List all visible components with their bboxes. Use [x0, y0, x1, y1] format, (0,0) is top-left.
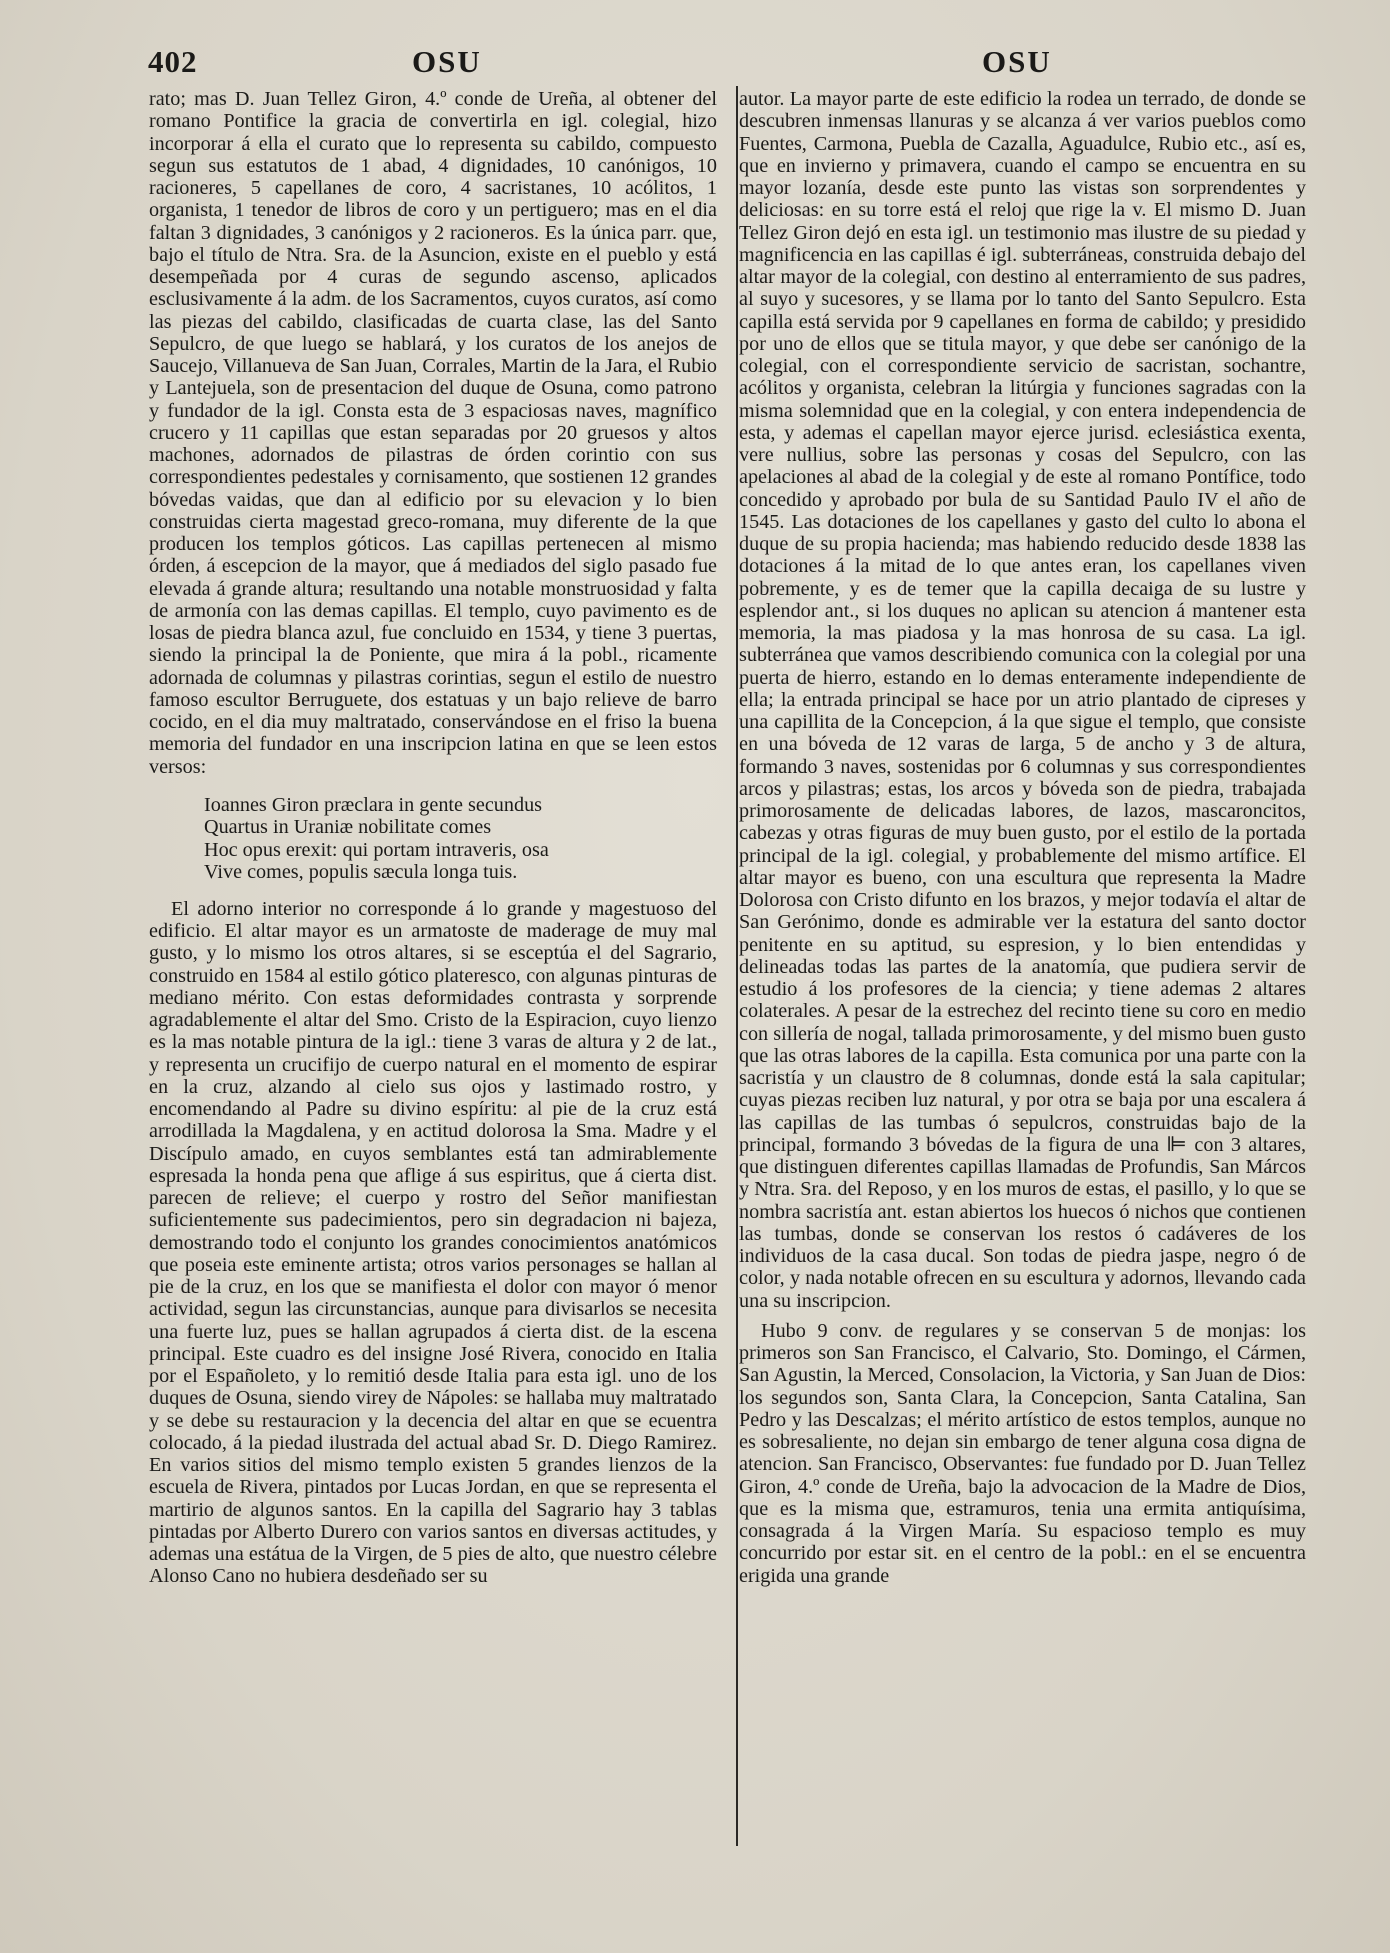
page-header [0, 44, 1390, 84]
paragraph: El adorno interior no corresponde á lo grande y magestuoso del edificio. El altar mayor es un armatoste de maderage de muy mal gusto, y lo mismo los otros altares, si se esceptúa el del Sagrario, construido en 1584 al estilo gótico plateresco, con algunas pinturas de mediano mérito. Con estas deformidades contrasta y sorprende agradablemente el altar del Smo. Cristo de la Espiracion, cuyo lienzo es la mas notable pintura de la igl.: tiene 3 varas de altura y 2 de lat., y representa un crucifijo de cuerpo natural en el momento de espirar en la cruz, alzando al cielo sus ojos y lastimado rostro, y encomendando al Padre su divino espíritu: al pie de la cruz está arrodillada la Magdalena, y en actitud dolorosa la Sma. Madre y el Discípulo amado, en cuyos semblantes está tan admirablemente espresada la honda pena que aflige á sus espiritus, que á cierta dist. parecen de relieve; el cuerpo y rostro del Señor manifiestan suficientemente sus padecimientos, pero sin degradacion ni bajeza, demostrando todo el conjunto los grandes conocimientos anatómicos que poseia este eminente artista; otros varios personages se hallan al pie de la cruz, en los que se manifiesta el dolor con mayor ó menor actividad, segun las circunstancias, aunque para divisarlos se necesita una fuerte luz, pues se hallan agrupados á cierta dist. de la escena principal. Este cuadro es del insigne José Rivera, conocido en Italia por el Españoleto, y lo remitió desde Italia para esta igl. uno de los duques de Osuna, siendo virey de Nápoles: se hallaba muy maltratado y se debe su restauracion y la decencia del altar en que se ecuentra colocado, á la piedad ilustrada del actual abad Sr. D. Diego Ramirez. En varios sitios del mismo templo existen 5 grandes lienzos de la escuela de Rivera, pintados por Lucas Jordan, en que se representa el martirio de algunos santos. En la capilla del Sagrario hay 3 tablas pintadas por Alberto Durero con varios santos en diversas actitudes, y ademas una estátua de la Virgen, de 5 pies de alto, que nuestro célebre Alonso Cano no hubiera desdeñado ser su [149, 897, 717, 1588]
verse-line: Hoc opus erexit: qui portam intraveris, osa [204, 838, 549, 861]
verse-line: Quartus in Uraniæ nobilitate comes [204, 816, 492, 839]
running-head-right: OSU [982, 44, 1052, 79]
page-number: 402 [148, 44, 198, 79]
latin-inscription-verses [204, 794, 717, 884]
verse-line: Ioannes Giron præclara in gente secundus [204, 793, 543, 816]
paragraph: Hubo 9 conv. de regulares y se conservan 5 de monjas: los primeros son San Francisco, el Calvario, Sto. Domingo, el Cármen, San Agustin, la Merced, Consolacion, la Victoria, y San Juan de Dios: los segundos son, Santa Clara, la Concepcion, Santa Catalina, San Pedro y las Descalzas; el mérito artístico de estos templos, aunque no es sobresaliente, no dejan sin embargo de tener alguna cosa digna de atencion. San Francisco, Observantes: fue fundado por D. Juan Tellez Giron, 4.º conde de Ureña, bajo la advocacion de la Madre de Dios, que es la misma que, estramuros, tenia una ermita antiquísima, consagrada á la Virgen María. Su espacioso templo es muy concurrido por estar sit. en el centro de la pobl.: en el se encuentra erigida una grande [739, 1319, 1306, 1587]
paragraph-gap [739, 1312, 1306, 1320]
paragraph: autor. La mayor parte de este edificio la rodea un terrado, de donde se descubren inmensas llanuras y se alcanza á ver varios pueblos como Fuentes, Carmona, Puebla de Cazalla, Aguadulce, Rubio etc., así es, que en invierno y primavera, cuando el campo se encuentra en su mayor lozanía, desde este punto las vistas son sorprendentes y deliciosas: en su torre está el reloj que rige la v. El mismo D. Juan Tellez Giron dejó en esta igl. un testimonio mas ilustre de su piedad y magnificencia en las capillas é igl. subterráneas, construida debajo del altar mayor de la colegial, con destino al enterramiento de sus padres, al suyo y sucesores, y se llama por lo tanto del Santo Sepulcro. Esta capilla está servida por 9 capellanes en forma de cabildo; y presidido por uno de ellos que se titula mayor, y que debe ser canónigo de la colegial, con el correspondiente servicio de sacristan, sochantre, acólitos y organista, celebran la litúrgia y funciones sagradas con la misma solemnidad que en la colegial, y con entera independencia de esta, y ademas el capellan mayor ejerce jurisd. eclesiástica exenta, vere nullius, sobre las personas y cosas del Sepulcro, con las apelaciones al abad de la colegial y de este al romano Pontífice, todo concedido y aprobado por bula de su Santidad Paulo IV el año de 1545. Las dotaciones de los capellanes y gasto del culto lo abona el duque de su propia hacienda; mas habiendo reducido desde 1838 las dotaciones á la mitad de lo que antes eran, los capellanes viven pobremente, y es de temer que la capilla decaiga de su lustre y esplendor ant., si los duques no aplican su atencion á mantener esta memoria, la mas piadosa y la mas honrosa de su casa. La igl. subterránea que vamos describiendo comunica con la colegial por una puerta de hierro, estando en lo demas enteramente independiente de ella; la entrada principal se hace por un atrio plantado de cipreses y una capillita de la Concepcion, á la que sigue el templo, que consiste en una bóveda de 12 varas de larga, 5 de ancho y 3 de altura, formando 3 naves, sostenidas por 6 columnas y sus correspondientes arcos y pilastras; estas, los arcos y bóveda son de piedra, trabajada primorosamente de delicadas labores, de lazos, mascaroncitos, cabezas y otras figuras de muy buen gusto, por el estilo de la portada principal de la igl. colegial, y probablemente del mismo artífice. El altar mayor es bueno, con una escultura que representa la Madre Dolorosa con Cristo difunto en los brazos, y mejor todavía el altar de San Gerónimo, donde es admirable ver la estatura del santo doctor penitente en su aptitud, su espresion, y lo bien entendidas y delineadas todas las partes de la anatomía, que pudiera servir de estudio á los profesores de la ciencia; y tiene ademas 2 altares colaterales. A pesar de la estrechez del recinto tiene su coro en medio con sillería de nogal, tallada primorosamente, y del mismo buen gusto que las otras labores de la capilla. Esta comunica por una parte con la sacristía y un claustro de 8 columnas, donde está la sala capitular; cuyas piezas reciben luz natural, y por otra se baja por una escalera á las capillas de las tumbas ó sepulcros, construidas bajo de la principal, formando 3 bóvedas de la figura de una ⊫ con 3 altares, que distinguen diferentes capillas llamadas de Profundis, San Márcos y Ntra. Sra. del Reposo, y en los muros de estas, el pasillo, y lo que se nombra sacristía ant. estan abiertos los huecos ó nichos que contienen las tumbas, donde se conservan los restos ó cadáveres de los individuos de la casa ducal. Son todas de piedra jaspe, negro ó de color, y nada notable ofrecen en su escultura y adornos, llevando cada una su inscripcion. [739, 88, 1306, 1312]
running-head-left: OSU [412, 44, 482, 79]
column-divider [736, 86, 738, 1846]
right-column [739, 88, 1306, 1587]
paragraph: rato; mas D. Juan Tellez Giron, 4.º conde de Ureña, al obtener del romano Pontifice la gracia de convertirla en igl. colegial, hizo incorporar á ella el curato que lo representa su cabildo, compuesto segun sus estatutos de 1 abad, 4 dignidades, 10 canónigos, 10 racioneres, 5 capellanes de coro, 4 sacristanes, 10 acólitos, 1 organista, 1 tenedor de libros de coro y un pertiguero; mas en el dia faltan 3 dignidades, 3 canónigos y 2 racioneros. Es la única parr. que, bajo el título de Ntra. Sra. de la Asuncion, existe en el pueblo y está desempeñada por 4 curas de segundo ascenso, aplicados esclusivamente á la adm. de los Sacramentos, cuyos curatos, así como las piezas del cabildo, clasificadas de cuarta clase, las del Santo Sepulcro, de que luego se hablará, y los curatos de los anejos de Saucejo, Villanueva de San Juan, Corrales, Martin de la Jara, el Rubio y Lantejuela, son de presentacion del duque de Osuna, como patrono y fundador de la igl. Consta esta de 3 espaciosas naves, magnífico crucero y 11 capillas que estan separadas por 20 gruesos y altos machones, adornados de pilastras de órden corintio con sus correspondientes pedestales y cornisamento, que sostienen 12 grandes bóvedas vaidas, que dan al edificio por su elevacion y lo bien construidas cierta magestad greco-romana, muy diferente de la que producen los templos góticos. Las capillas pertenecen al mismo órden, á escepcion de la mayor, que á mediados del siglo pasado fue elevada á grande altura; resultando una notable monstruosidad y falta de armonía con las demas capillas. El templo, cuyo pavimento es de losas de piedra blanca azul, fue concluido en 1534, y tiene 3 puertas, siendo la principal la de Poniente, que mira á la pobl., ricamente adornada de columnas y pilastras corintias, segun el estilo de nuestro famoso escultor Berruguete, dos estatuas y un bajo relieve de barro cocido, en el dia muy maltratado, conservándose en el friso la buena memoria del fundador en una inscripcion latina en que se leen estos versos: [149, 88, 717, 778]
verse-line: Vive comes, populis sæcula longa tuis. [204, 861, 518, 884]
left-column [149, 88, 717, 1588]
